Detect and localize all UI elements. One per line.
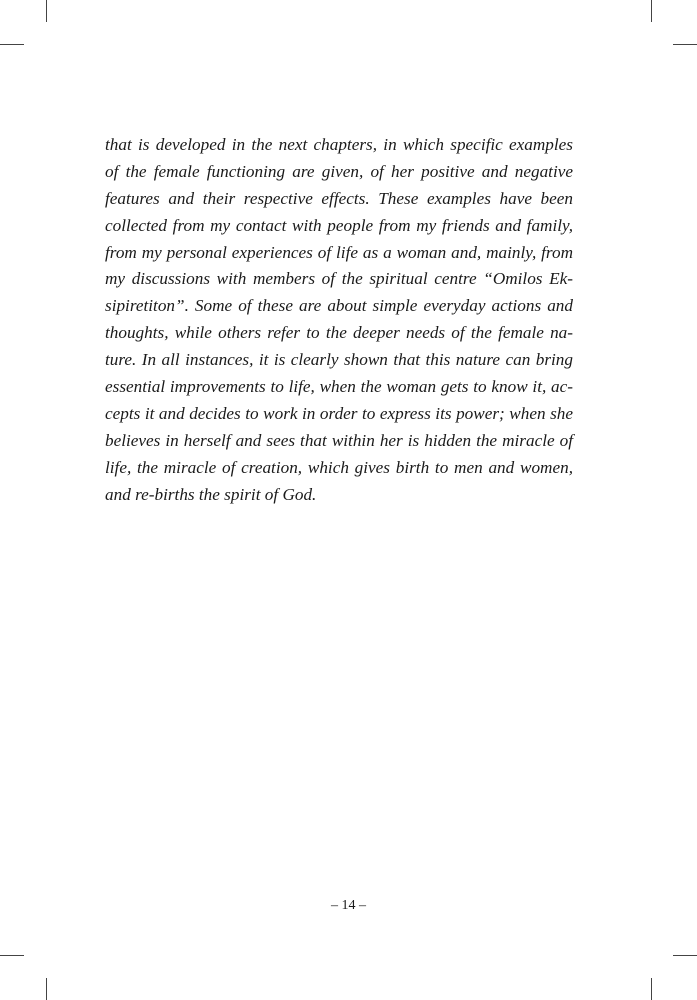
crop-mark-top-right-horizontal — [673, 44, 697, 45]
paragraph-line: life, the miracle of creation, which gives birth to men and women, — [105, 457, 573, 477]
paragraph-line: thoughts, while others refer to the deeper needs of the female na- — [105, 323, 573, 343]
paragraph-line: collected from my contact with people from my friends and family, — [105, 215, 573, 235]
crop-mark-top-right-vertical — [651, 0, 652, 22]
paragraph-line: of the female functioning are given, of her positive and negative — [105, 161, 573, 181]
paragraph-line: ture. In all instances, it is clearly shown that this nature can bring — [105, 350, 573, 370]
paragraph-line-last: and re-births the spirit of God. — [105, 484, 317, 504]
crop-mark-top-left-horizontal — [0, 44, 24, 45]
crop-mark-bottom-right-vertical — [651, 978, 652, 1000]
paragraph-line: that is developed in the next chapters, in which specific examples — [105, 135, 573, 154]
crop-mark-top-left-vertical — [46, 0, 47, 22]
crop-mark-bottom-left-horizontal — [0, 955, 24, 956]
paragraph-line: cepts it and decides to work in order to express its power; when she — [105, 403, 573, 423]
paragraph-line: from my personal experiences of life as a woman and, mainly, from — [105, 242, 573, 262]
paragraph-line: believes in herself and sees that within her is hidden the miracle of — [105, 430, 573, 450]
body-paragraph — [105, 132, 573, 508]
page-number: – 14 – — [331, 898, 366, 913]
crop-mark-bottom-right-horizontal — [673, 955, 697, 956]
paragraph-line: my discussions with members of the spiritual centre “Omilos Ek- — [105, 269, 573, 289]
paragraph-line: sipiretiton”. Some of these are about simple everyday actions and — [105, 296, 573, 316]
paragraph-line: features and their respective effects. These examples have been — [105, 188, 573, 208]
crop-mark-bottom-left-vertical — [46, 978, 47, 1000]
paragraph-line: essential improvements to life, when the woman gets to know it, ac- — [105, 377, 573, 397]
